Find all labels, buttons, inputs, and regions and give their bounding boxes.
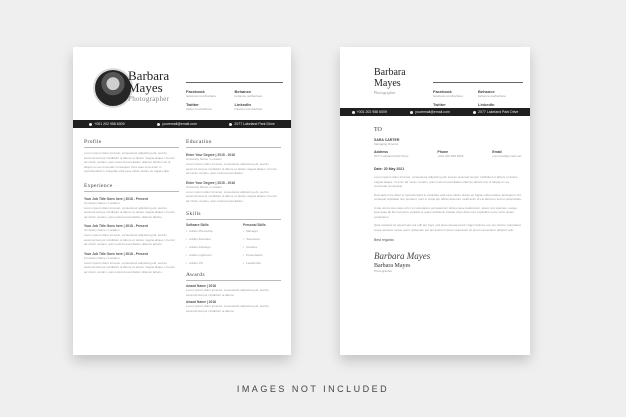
signature: Barbara Mayes <box>374 251 431 261</box>
contact-label: LinkedIn <box>478 102 495 107</box>
degree: Enter Your Degree | 2015 - 2016 <box>186 180 235 185</box>
contact-value: facebook.com/barbara <box>186 94 216 98</box>
education-description: Lorem ipsum dolor sit amet, consectetur adipiscing elit, sed do eiusmod tempor incididunt ut labore et dolore magna aliqua. Ut enim ad minim veniam, quis nostrud exercitation. <box>186 189 277 203</box>
recipient-address-block <box>374 150 522 158</box>
signer-role: Photographer <box>374 269 393 273</box>
contact-label: Twitter <box>433 102 446 107</box>
contact-value: behance.net/barbara <box>478 94 506 98</box>
bar-phone <box>89 122 124 126</box>
divider <box>186 82 283 83</box>
skill-item: • Adobe InDesign <box>186 245 213 249</box>
address-value: youremail@email.com <box>492 154 522 158</box>
signer-name: Barbara Mayes <box>374 263 411 269</box>
bar-address-text: 2077 Lakeland Park Drive <box>478 110 519 114</box>
contact-value: linkedin.com/barbara <box>234 107 263 111</box>
contact-label: Facebook <box>433 89 452 94</box>
contact-label: Behance <box>478 89 495 94</box>
contact-label: Behance <box>234 89 252 94</box>
divider <box>186 280 281 281</box>
resume-role: Photographer <box>128 95 170 103</box>
education-item <box>186 153 281 176</box>
letter-paragraph: Quia voluptas sit aspernatur aut odit aut fugit, sed quia consequuntur magni dolores eos qui ratione voluptatem sequi nesciunt neque porro quisquam est qui dolorem ipsum quia dolor sit amet consectetur adipisci velit. <box>374 223 522 232</box>
job-title: Your Job Title Goes here | 2018 - Present <box>84 251 148 256</box>
contact-label: LinkedIn <box>234 102 251 107</box>
letter-date: Date: 20 May 2021 <box>374 167 405 171</box>
bar-phone <box>352 110 387 114</box>
bar-email-text: youremail@email.com <box>162 122 197 126</box>
skills-heading: Skills <box>186 211 201 217</box>
contact-facebook <box>433 89 478 98</box>
experience-item <box>84 252 179 275</box>
contact-behance <box>235 89 284 98</box>
bar-address-text: 2077 Lakeland Park Drive <box>234 122 275 126</box>
bar-address <box>473 110 518 114</box>
job-description: Lorem ipsum dolor sit amet, consectetur adipiscing elit, sed do eiusmod tempor incididunt ut labore et dolore magna aliqua. Ut enim ad minim veniam, quis nostrud exercitation ullamco laboris. <box>84 205 175 219</box>
divider <box>433 82 523 83</box>
contact-value: facebook.com/barbara <box>433 94 463 98</box>
address-item <box>437 150 463 158</box>
location-icon <box>229 123 232 126</box>
resume-contact <box>186 82 283 111</box>
skills-lists <box>186 223 281 269</box>
personal-skills <box>243 223 281 269</box>
job-company: Company Name / Location <box>84 255 120 260</box>
award-description: Lorem ipsum dolor sit amet, consectetur adipiscing elit, sed do eiusmod tempor incididunt ut labore. <box>186 288 269 297</box>
skill-item: • Creative <box>243 245 281 249</box>
award-item <box>186 300 281 313</box>
letter-contact-bar <box>340 108 530 116</box>
contact-twitter <box>186 102 235 111</box>
letter-first-name: Barbara <box>374 67 406 78</box>
letter-body <box>374 127 522 273</box>
letter-paragraph: Lorem ipsum dolor sit amet, consectetur adipiscing elit, sed do eiusmod tempor incididunt ut labore et dolore magna aliqua. Ut enim ad minim veniam, quis nostrud exercitation ullamco laboris nisi ut aliquip ex ea commodo consequat. <box>374 175 518 188</box>
school: University Name / Location <box>186 157 222 161</box>
skill-item: • Manager <box>243 229 281 233</box>
resume-page <box>73 47 291 355</box>
resume-right-column <box>186 139 281 313</box>
address-item <box>492 150 522 158</box>
software-skills <box>186 223 213 269</box>
bar-email <box>157 122 197 126</box>
address-item <box>374 150 409 158</box>
skill-item: • Adobe Lightroom <box>186 253 213 257</box>
location-icon <box>473 111 476 114</box>
letter-paragraph: Duis aute irure dolor in reprehenderit in voluptate velit esse cillum dolore eu fugiat nulla pariatur. Excepteur sint occaecat cupidatat non proident, sunt in culpa qui officia deserunt mollit anim id est laborum sed ut perspiciatis. <box>374 192 522 201</box>
education-heading: Education <box>186 139 212 145</box>
letter-role: Photographer <box>374 90 396 95</box>
job-company: Company Name / Location <box>84 228 120 232</box>
software-skills-heading: Software Skills <box>186 223 209 227</box>
skill-item: • Teamwork <box>243 237 281 241</box>
skill-item: • Presentation <box>243 253 281 257</box>
address-label: Address <box>374 150 389 154</box>
personal-skills-heading: Personal Skills <box>243 223 266 227</box>
letter-contact <box>433 82 523 111</box>
letter-last-name: Mayes <box>374 78 401 89</box>
skill-item: • Adobe Photoshop <box>186 229 213 233</box>
bar-email <box>410 110 450 114</box>
education-description: Lorem ipsum dolor sit amet, consectetur adipiscing elit, sed do eiusmod tempor incididunt ut labore et dolore magna aliqua. Ut enim ad minim veniam, quis nostrud exercitation. <box>186 162 277 175</box>
skill-item: • Leadership <box>243 261 281 265</box>
award-name: Award Name | 2018 <box>186 284 217 288</box>
resume-left-column <box>84 139 179 274</box>
divider <box>84 147 179 148</box>
divider <box>186 147 281 148</box>
awards-heading: Awards <box>186 272 206 278</box>
closing: Best regards <box>374 238 394 242</box>
contact-label: Twitter <box>186 102 199 107</box>
resume-first-name: Barbara <box>128 68 170 83</box>
bar-phone-text: +001 202 958 6009 <box>356 110 387 114</box>
bar-phone-text: +001 202 958 6009 <box>94 122 125 126</box>
job-description: Lorem ipsum dolor sit amet, consectetur adipiscing elit, sed do eiusmod tempor incididunt ut labore et dolore magna aliqua. Ut enim ad minim veniam, quis nostrud exercitation ullamco laboris. <box>84 260 175 274</box>
email-icon <box>410 111 413 114</box>
job-description: Lorem ipsum dolor sit amet, consectetur adipiscing elit, sed do eiusmod tempor incididunt ut labore et dolore magna aliqua. Ut enim ad minim veniam, quis nostrud exercitation ullamco laboris. <box>84 233 175 246</box>
award-name: Award Name | 2018 <box>186 300 217 304</box>
address-label: Email <box>492 150 502 154</box>
bar-address <box>229 122 274 126</box>
letter-paragraph: Unde omnis iste natus error sit voluptatem accusantium doloremque laudantium, totam rem aperiam, eaque ipsa quae ab illo inventore veritatis et quasi architecto beatae vitae dicta sunt explicabo nemo enim ipsam voluptatem. <box>374 205 517 219</box>
degree: Enter Your Degree | 2015 - 2016 <box>186 153 235 157</box>
contact-linkedin <box>235 102 284 111</box>
profile-text: Lorem ipsum dolor sit amet, consectetur adipiscing elit, sed do eiusmod tempor incididunt ut labore et dolore magna aliqua. Ut enim ad minim veniam, quis nostrud exercitation ullamco laboris nisi ut aliquip ex ea commodo consequat. Duis aute irure dolor in reprehenderit in voluptate velit esse cillum dolore eu fugiat nulla. <box>84 151 175 173</box>
to-label: TO <box>374 127 382 133</box>
skill-item: • Adobe Illustrator <box>186 237 213 241</box>
contact-label: Facebook <box>186 89 205 94</box>
school: University Name / Location <box>186 184 222 189</box>
divider <box>84 191 179 192</box>
award-item <box>186 284 281 297</box>
recipient-role: Managing Director <box>374 142 399 146</box>
phone-icon <box>89 123 92 126</box>
resume-last-name: Mayes <box>128 80 163 95</box>
bar-email-text: youremail@email.com <box>415 110 450 114</box>
job-company: Company Name / Location <box>84 200 120 205</box>
contact-behance <box>478 89 523 98</box>
phone-icon <box>352 111 355 114</box>
email-icon <box>157 123 160 126</box>
contact-value: behance.net/barbara <box>234 94 263 98</box>
profile-photo <box>93 68 133 108</box>
resume-contact-bar <box>73 120 291 128</box>
job-title: Your Job Title Goes here | 2018 - Present <box>84 196 148 201</box>
cover-letter-page <box>340 47 530 355</box>
award-description: Lorem ipsum dolor sit amet, consectetur adipiscing elit, sed do eiusmod tempor incididunt ut labore. <box>186 304 269 313</box>
address-value: +001 202 958 6009 <box>437 154 464 158</box>
caption: IMAGES NOT INCLUDED <box>236 384 390 394</box>
contact-value: twitter.com/barbara <box>186 107 212 111</box>
skill-item: • Adobe XD <box>186 261 213 265</box>
profile-heading: Profile <box>84 139 102 145</box>
address-label: Phone <box>437 150 449 154</box>
experience-item <box>84 197 179 220</box>
divider <box>186 219 281 220</box>
contact-facebook <box>186 89 235 98</box>
address-value: 2077 Lakeland Park Drive <box>374 154 409 158</box>
education-item <box>186 181 281 204</box>
letter-name <box>374 67 406 89</box>
resume-name <box>128 70 169 94</box>
experience-heading: Experience <box>84 182 113 189</box>
experience-item <box>84 224 179 247</box>
job-title: Your Job Title Goes here | 2018 - Present <box>84 224 148 228</box>
recipient-name: SARA CARTER <box>374 138 400 142</box>
